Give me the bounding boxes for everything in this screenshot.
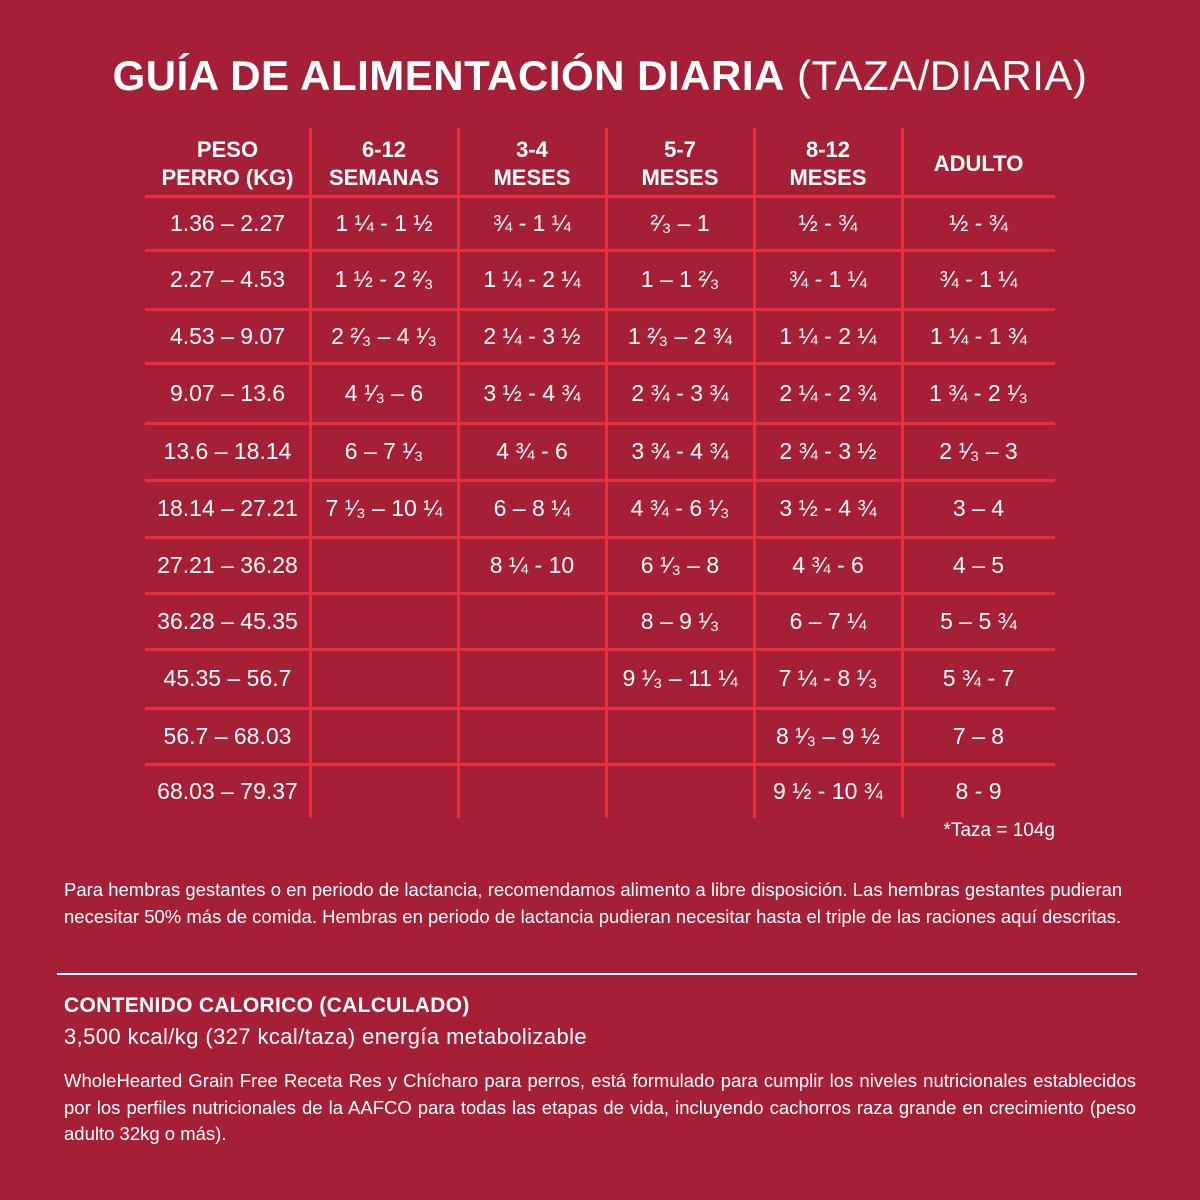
- header-line: MESES: [641, 165, 719, 190]
- weight-cell: 18.14 – 27.21: [157, 495, 298, 521]
- portion-cell: 1 ½ - 2 ²⁄₃: [334, 266, 434, 292]
- portion-cell: 3 ¾ - 4 ¾: [631, 438, 729, 464]
- portion-cell: 9 ½ - 10 ¾: [773, 777, 883, 804]
- portion-cell: ¾ - 1 ¼: [789, 266, 867, 292]
- portion-cell: 3 ½ - 4 ¾: [483, 379, 581, 406]
- portion-cell: 5 – 5 ¾: [940, 607, 1017, 634]
- weight-cell: 68.03 – 79.37: [157, 777, 298, 804]
- weight-cell: 9.07 – 13.6: [169, 379, 286, 406]
- weight-cell: 2.27 – 4.53: [169, 266, 286, 292]
- header-line: 3-4: [516, 137, 548, 162]
- weight-cell: 1.36 – 2.27: [169, 209, 286, 236]
- header-adult: [902, 134, 1055, 194]
- portion-cell: 1 ¼ - 1 ½: [335, 209, 433, 236]
- header-line: MESES: [493, 165, 571, 190]
- portion-cell: 8 ¹⁄₃ – 9 ½: [776, 722, 880, 749]
- header-3-4-months: [458, 134, 606, 194]
- portion-cell: 8 – 9 ¹⁄₃: [640, 607, 720, 634]
- cup-note: *Taza = 104g: [943, 820, 1055, 841]
- portion-cell: 1 ²⁄₃ – 2 ¾: [628, 322, 732, 349]
- portion-cell: 2 ¼ - 3 ½: [483, 322, 581, 349]
- portion-cell: 4 ¹⁄₃ – 6: [344, 379, 424, 406]
- aafco-statement: WholeHearted Grain Free Receta Res y Chícharo para perros, está formulado para cumplir los niveles nutricionales establecidos por los perfiles nutricionales de la AAFCO para todas las etapas de vida, incluyendo cachorros raza grande en crecimiento (peso adulto 32kg o más).: [64, 1070, 1136, 1144]
- portion-cell: ²⁄₃ – 1: [650, 209, 710, 236]
- portion-cell: 4 ¾ - 6: [496, 438, 568, 464]
- portion-cell: 3 – 4: [952, 495, 1005, 521]
- portion-cell: 7 – 8: [952, 722, 1005, 749]
- portion-cell: 4 ¾ - 6: [792, 551, 864, 578]
- weight-cell: 27.21 – 36.28: [157, 551, 298, 578]
- weight-cell: 56.7 – 68.03: [163, 722, 292, 749]
- caloric-content-title: CONTENIDO CALORICO (CALCULADO): [64, 994, 470, 1017]
- portion-cell: 1 ¼ - 1 ¾: [929, 322, 1028, 349]
- portion-cell: 6 – 7 ¼: [789, 607, 867, 634]
- portion-cell: 6 ¹⁄₃ – 8: [640, 551, 720, 578]
- title-main: GUÍA DE ALIMENTACIÓN DIARIA: [112, 52, 785, 99]
- portion-cell: ½ - ¾: [949, 209, 1008, 236]
- portion-cell: 6 – 8 ¼: [493, 495, 571, 521]
- portion-cell: 1 ¼ - 2 ¼: [483, 266, 581, 292]
- portion-cell: 3 ½ - 4 ¾: [779, 495, 877, 521]
- portion-cell: 8 ¼ - 10: [489, 551, 575, 578]
- header-line: ADULTO: [933, 151, 1024, 176]
- portion-cell: 1 ¼ - 2 ¼: [779, 322, 877, 349]
- portion-cell: ½ - ¾: [798, 209, 858, 236]
- portion-cell: 4 ¾ - 6 ¹⁄₃: [630, 495, 730, 521]
- title-unit: (TAZA/DIARIA): [797, 52, 1088, 99]
- weight-cell: 4.53 – 9.07: [169, 322, 286, 349]
- header-weight: [145, 134, 310, 194]
- header-5-7-months: [606, 134, 754, 194]
- portion-cell: 8 - 9: [955, 777, 1002, 804]
- weight-cell: 45.35 – 56.7: [163, 665, 292, 691]
- header-line: 5-7: [664, 137, 696, 162]
- portion-cell: ¾ - 1 ¼: [939, 266, 1018, 292]
- feeding-table: [145, 128, 1055, 818]
- portion-cell: 4 – 5: [952, 551, 1005, 578]
- header-6-12-weeks: [310, 134, 458, 194]
- portion-cell: 9 ¹⁄₃ – 11 ¼: [622, 665, 738, 691]
- page-title: [0, 48, 1200, 104]
- portion-cell: ¾ - 1 ¼: [493, 209, 571, 236]
- portion-cell: 1 – 1 ²⁄₃: [640, 266, 720, 292]
- portion-cell: 7 ¼ - 8 ¹⁄₃: [778, 665, 878, 691]
- header-line: PESO: [196, 137, 259, 162]
- header-line: 6-12: [361, 137, 407, 162]
- portion-cell: 2 ²⁄₃ – 4 ¹⁄₃: [331, 322, 437, 349]
- portion-cell: 1 ¾ - 2 ¹⁄₃: [929, 379, 1028, 406]
- weight-cell: 13.6 – 18.14: [163, 438, 292, 464]
- header-line: 8-12: [805, 137, 851, 162]
- caloric-content-value: 3,500 kcal/kg (327 kcal/taza) energía metabolizable: [64, 1024, 588, 1049]
- portion-cell: 7 ¹⁄₃ – 10 ¼: [325, 495, 443, 521]
- header-line: SEMANAS: [328, 165, 439, 190]
- portion-cell: 5 ¾ - 7: [942, 665, 1015, 691]
- section-divider: [57, 973, 1137, 975]
- portion-cell: 2 ¹⁄₃ – 3: [939, 438, 1018, 464]
- portion-cell: 2 ¾ - 3 ¾: [631, 379, 729, 406]
- portion-cell: 6 – 7 ¹⁄₃: [344, 438, 424, 464]
- header-line: PERRO (KG): [161, 165, 294, 190]
- weight-cell: 36.28 – 45.35: [157, 607, 298, 634]
- portion-cell: 2 ¾ - 3 ½: [779, 438, 877, 464]
- pregnancy-note: Para hembras gestantes o en periodo de lactancia, recomendamos alimento a libre disposición. Las hembras gestantes pudieran necesitar 50% más de comida. Hembras en periodo de lactancia pudieran necesitar hasta el triple de las raciones aquí descritas.: [64, 879, 1123, 927]
- header-8-12-months: [754, 134, 902, 194]
- header-line: MESES: [789, 165, 867, 190]
- portion-cell: 2 ¼ - 2 ¾: [779, 379, 877, 406]
